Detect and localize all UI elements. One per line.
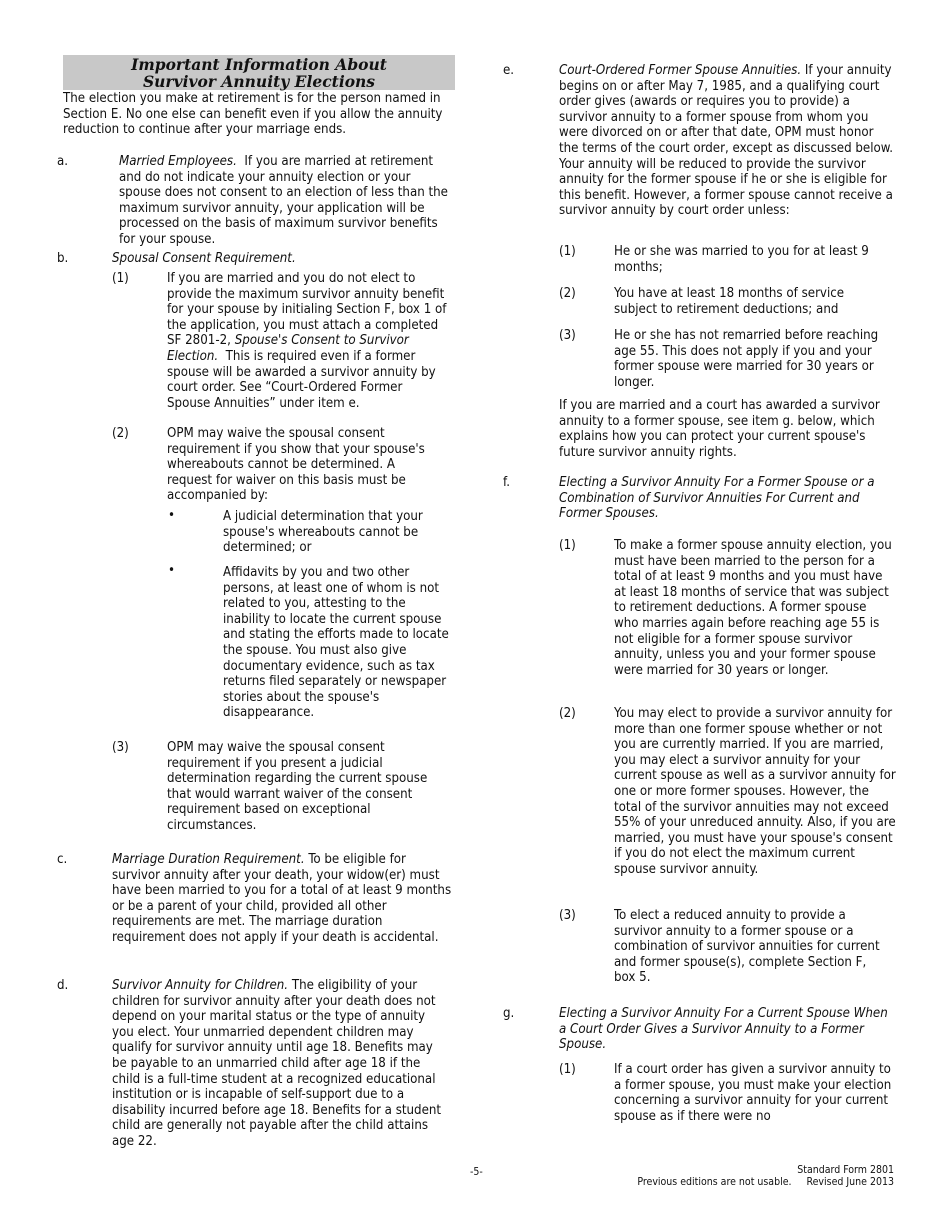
item-b-letter: b. <box>57 251 69 266</box>
edition-notice <box>637 1176 894 1188</box>
edition-text: Previous editions are not usable. <box>637 1176 792 1188</box>
bullet-icon: • <box>168 508 175 523</box>
item-f-title: Electing a Survivor Annuity For a Former Spouse or a Combination of Survivor Annuities For Current and Former Spouses. <box>559 475 875 522</box>
item-c-letter: c. <box>57 852 68 867</box>
item-g1-text: If a court order has given a survivor annuity to a former spouse, you must make your election concerning a survivor annuity for your current spouse as if there were no <box>614 1062 892 1124</box>
item-d-letter: d. <box>57 978 69 993</box>
item-g-letter: g. <box>503 1006 515 1021</box>
item-b3-text: OPM may waive the spousal consent requirement if you present a judicial determination regarding the current spouse that would warrant waiver of the consent requirement based on exceptional circumstances. <box>167 740 428 833</box>
item-e-text: If your annuity begins on or after May 7, 1985, and a qualifying court order gives (awards or requires you to provide) a survivor annuity to a former spouse from whom you were divorced on or after that date, OPM must honor the terms of the court order, except as discussed below. Your annuity will be reduced to provide the survivor annuity for the former spouse if he or she is eligible for this benefit. However, a former spouse cannot receive a survivor annuity by court order unless: <box>559 63 894 219</box>
item-e2-number: (2) <box>559 286 576 301</box>
item-f1-number: (1) <box>559 538 576 553</box>
item-e3-text: He or she has not remarried before reaching age 55. This does not apply if you and your former spouse were married for 30 years or longer. <box>614 328 879 390</box>
item-f-letter: f. <box>503 475 510 490</box>
item-d-paragraph <box>112 978 446 1150</box>
item-c-title: Marriage Duration Requirement. <box>112 852 305 867</box>
item-f2-text: You may elect to provide a survivor annuity for more than one former spouse whether or not you are currently married. If you are married, you may elect a survivor annuity for your current spouse as well as a survivor annuity for one or more former spouses. However, the total of the survivor annuities may not exceed 55% of your unreduced annuity. Also, if you are married, you must have your spouse's consent if you do not elect the maximum current spouse survivor annuity. <box>614 706 896 877</box>
item-e-paragraph <box>559 63 894 219</box>
item-e-closing: If you are married and a court has awarded a survivor annuity to a former spouse, see item g. below, which explains how you can protect your current spouse's future survivor annuity rights. <box>559 398 880 460</box>
intro-paragraph: The election you make at retirement is for the person named in Section E. No one else can benefit even if you allow the annuity reduction to continue after your marriage ends. <box>63 91 443 138</box>
item-b2-text: OPM may waive the spousal consent requirement if you show that your spouse's whereabouts cannot be determined. A request for waiver on this basis must be accompanied by: <box>167 426 425 504</box>
item-e-letter: e. <box>503 63 515 78</box>
form-number: Standard Form 2801 <box>797 1164 894 1176</box>
item-b3-number: (3) <box>112 740 129 755</box>
item-f2-number: (2) <box>559 706 576 721</box>
item-b1-paragraph <box>167 271 449 411</box>
item-a-paragraph <box>119 154 455 248</box>
section-heading <box>63 55 455 90</box>
item-b-title: Spousal Consent Requirement. <box>112 251 296 266</box>
item-f3-number: (3) <box>559 908 576 923</box>
item-g-title: Electing a Survivor Annuity For a Current Spouse When a Court Order Gives a Survivor Annuity to a Former Spouse. <box>559 1006 888 1053</box>
item-b2-number: (2) <box>112 426 129 441</box>
item-b1-form-title: Spouse's Consent to Survivor Election. <box>167 333 409 364</box>
section-heading-line2: Survivor Annuity Elections <box>142 72 376 91</box>
bullet-icon: • <box>168 563 175 578</box>
page-number: -5- <box>470 1166 483 1178</box>
item-b2-bullet-1: A judicial determination that your spouse's whereabouts cannot be determined; or <box>223 509 423 556</box>
revised-date: Revised June 2013 <box>806 1176 894 1188</box>
item-d-title: Survivor Annuity for Children. <box>112 978 289 993</box>
section-heading-line1: Important Information About <box>131 55 387 74</box>
item-b1-text-before: If you are married and you do not elect to provide the maximum survivor annuity benefit for your spouse by initialing Section F, box 1 of the application, you must attach a completed SF 2801-2, <box>167 271 447 349</box>
item-a-text: If you are married at retirement and do not indicate your annuity election or your spouse does not consent to an election of less than the maximum survivor annuity, your application will be processed on the basis of maximum survivor benefits for your spouse. <box>119 154 448 247</box>
item-e1-text: He or she was married to you for at least 9 months; <box>614 244 869 275</box>
item-a-letter: a. <box>57 154 69 169</box>
item-c-text: To be eligible for survivor annuity after your death, your widow(er) must have been married to you for a total of at least 9 months or be a parent of your child, provided all other requirements are met. The marriage duration requirement does not apply if your death is accidental. <box>112 852 452 945</box>
item-b1-number: (1) <box>112 271 129 286</box>
item-e-title: Court-Ordered Former Spouse Annuities. <box>559 63 802 78</box>
item-b1-text-after: This is required even if a former spouse will be awarded a survivor annuity by court order. See “Court-Ordered Former Spouse Annuities” under item e. <box>167 348 436 411</box>
item-g1-number: (1) <box>559 1062 576 1077</box>
item-c-paragraph <box>112 852 452 946</box>
item-b2-bullet-2: Affidavits by you and two other persons, at least one of whom is not related to you, attesting to the inability to locate the current spouse and stating the efforts made to locate the spouse. You must also give documentary evidence, such as tax returns filed separately or newspaper stories about the spouse's disappearance. <box>223 565 449 721</box>
item-e2-text: You have at least 18 months of service subject to retirement deductions; and <box>614 286 845 317</box>
item-e3-number: (3) <box>559 328 576 343</box>
item-d-text: The eligibility of your children for survivor annuity after your death does not depend on your marital status or the type of annuity you elect. Your unmarried dependent children may qualify for survivor annuity until age 18. Benefits may be payable to an unmarried child after age 18 if the child is a full-time student at a recognized educational institution or is incapable of self-support due to a disability incurred before age 18. Benefits for a student child are generally not payable after the child attains age 22. <box>112 978 442 1149</box>
item-f1-text: To make a former spouse annuity election, you must have been married to the person for a total of at least 9 months and you must have at least 18 months of service that was subject to retirement deductions. A former spouse who marries again before reaching age 55 is not eligible for a former spouse survivor annuity, unless you and your former spouse were married for 30 years or longer. <box>614 538 892 678</box>
item-e1-number: (1) <box>559 244 576 259</box>
item-f3-text: To elect a reduced annuity to provide a survivor annuity to a former spouse or a combination of survivor annuities for current and former spouse(s), complete Section F, box 5. <box>614 908 880 986</box>
item-a-title: Married Employees. <box>119 154 237 169</box>
